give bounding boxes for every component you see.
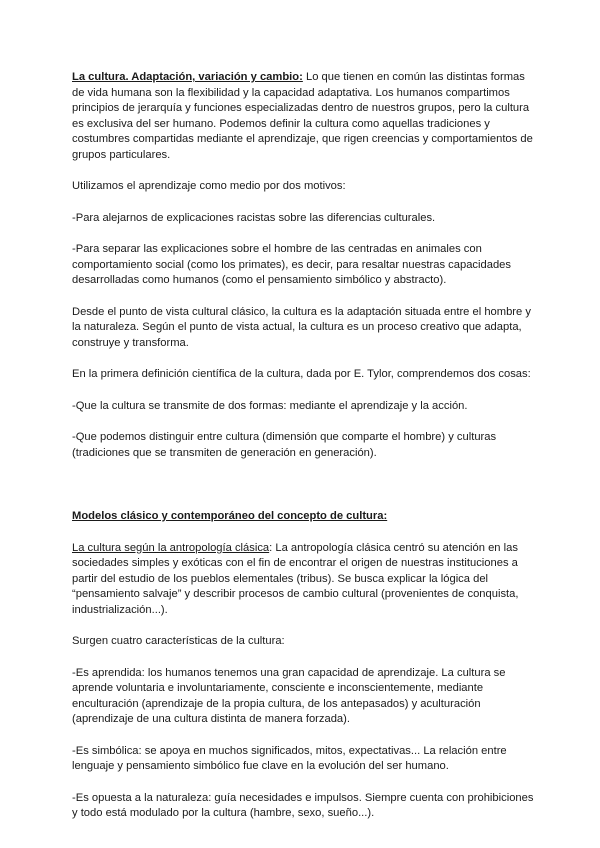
section-spacer [72, 477, 534, 509]
section1-paragraph-2: Utilizamos el aprendizaje como medio por dos motivos: [72, 180, 346, 192]
section2-paragraph-3: -Es aprendida: los humanos tenemos una gran capacidad de aprendizaje. La cultura se aprende voluntaria e involuntariamente, consciente e inconscientemente, mediante enculturación (aprendizaje de la propia cultura, de los antepasados) y aculturación (aprendizaje de una cultura distinta de manera forzada). [72, 666, 506, 725]
section1-intro-paragraph [72, 70, 534, 163]
section1-paragraph-8: -Que podemos distinguir entre cultura (dimensión que comparte el hombre) y culturas (tradiciones que se transmiten de generación en generación). [72, 431, 497, 459]
section1-paragraph-7: -Que la cultura se transmite de dos formas: mediante el aprendizaje y la acción. [72, 399, 468, 412]
document-page [72, 70, 534, 838]
section2-heading: Modelos clásico y contemporáneo del concepto de cultura: [72, 510, 388, 522]
section2-sub-paragraph [72, 541, 534, 619]
section2-paragraph-5: -Es opuesta a la naturaleza: guía necesidades e impulsos. Siempre cuenta con prohibiciones y todo está modulado por la cultura (hambre, sexo, sueño...). [72, 791, 534, 819]
section2-paragraph-2: Surgen cuatro características de la cultura: [72, 635, 285, 647]
section2-sub-text: : La antropología clásica centró su atención en las sociedades simples y exóticas con el fin de encontrar el origen de nuestras instituciones a partir del estudio de los pueblos elementales (tribus). Se busca explicar la lógica del “pensamiento salvaje” y describir procesos de cambio cultural (provenientes de conquista, industrialización...). [72, 541, 519, 616]
section1-paragraph-6: En la primera definición científica de la cultura, dada por E. Tylor, comprendemos dos cosas: [72, 368, 531, 380]
section1-paragraph-5: Desde el punto de vista cultural clásico, la cultura es la adaptación situada entre el hombre y la naturaleza. Según el punto de vista actual, la cultura es un proceso creativo que adapta, construye y transforma. [72, 305, 531, 349]
section1-intro-text: Lo que tienen en común las distintas formas de vida humana son la flexibilidad y la capacidad adaptativa. Los humanos compartimos principios de jerarquía y funciones especializadas dentro de nuestros grupos, pero la cultura es exclusiva del ser humano. Podemos definir la cultura como aquellas tradiciones y costumbres compartidas mediante el aprendizaje, que rigen creencias y comportamientos de grupos particulares. [72, 71, 533, 161]
section1-heading: La cultura. Adaptación, variación y cambio: [72, 71, 303, 83]
section2-sub-heading: La cultura según la antropología clásica [72, 541, 270, 554]
section2-heading-paragraph [72, 509, 534, 525]
section2-paragraph-4: -Es simbólica: se apoya en muchos significados, mitos, expectativas... La relación entre lenguaje y pensamiento simbólico fue clave en la evolución del ser humano. [72, 744, 507, 772]
section1-paragraph-4: -Para separar las explicaciones sobre el hombre de las centradas en animales con comportamiento social (como los primates), es decir, para resaltar nuestras capacidades desarrolladas como humanos (como el pensamiento simbólico y abstracto). [72, 243, 511, 286]
section1-paragraph-3: -Para alejarnos de explicaciones racistas sobre las diferencias culturales. [72, 211, 436, 224]
